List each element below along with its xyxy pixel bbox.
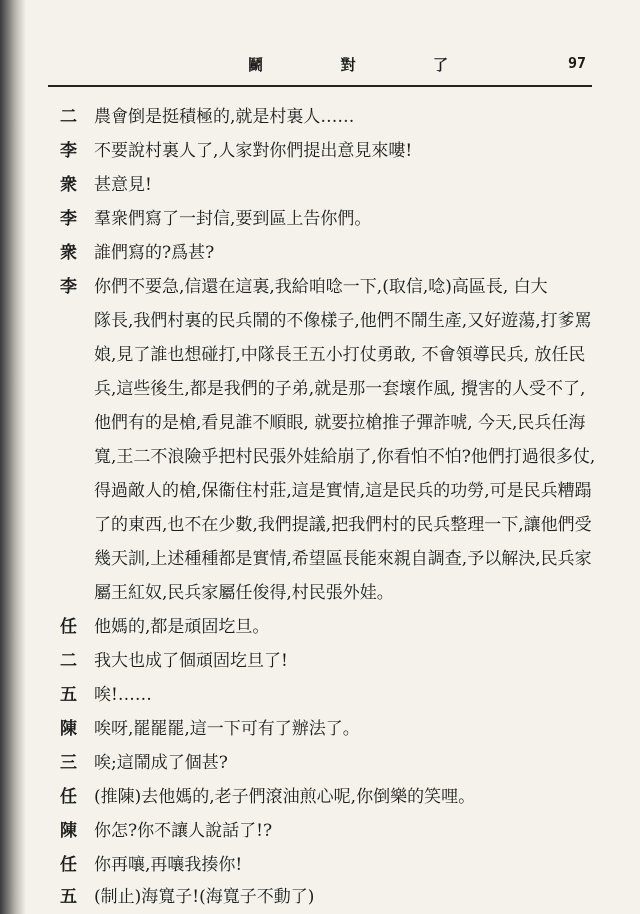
line-text: 農會倒是挺積極的,就是村裏人…… bbox=[94, 107, 355, 127]
line-text: 得過敵人的槍,保衞住村莊,這是實情,這是民兵的功勞,可是民兵糟蹋 bbox=[94, 481, 592, 501]
continuation-line bbox=[94, 576, 604, 610]
dialogue-line bbox=[60, 880, 600, 914]
line-text: 你們不要急,信還在這裏,我給咱唸一下,(取信,唸)高區長, 白大 bbox=[94, 277, 548, 297]
line-text: 唉呀,罷罷罷,這一下可有了辦法了。 bbox=[94, 719, 360, 739]
dialogue-line bbox=[60, 814, 600, 848]
line-text: (制止)海寬子!(海寬子不動了) bbox=[94, 887, 315, 907]
page-number: 97 bbox=[567, 54, 586, 72]
line-text: 誰們寫的?爲甚? bbox=[94, 243, 215, 263]
dialogue-line bbox=[60, 780, 600, 814]
speaker: 李 bbox=[60, 209, 77, 229]
continuation-line bbox=[94, 372, 604, 406]
line-text: 他媽的,都是頑固圪旦。 bbox=[94, 617, 270, 637]
speaker: 三 bbox=[60, 753, 77, 773]
line-text: 你怎?你不讓人說話了!? bbox=[94, 821, 273, 841]
dialogue-line bbox=[60, 134, 600, 168]
speaker: 二 bbox=[60, 107, 77, 127]
line-text: 不要說村裏人了,人家對你們提出意見來嘍! bbox=[94, 141, 413, 161]
dialogue-line bbox=[60, 270, 600, 304]
speaker: 李 bbox=[60, 141, 77, 161]
continuation-line bbox=[94, 338, 604, 372]
continuation-line bbox=[94, 508, 604, 542]
line-text: 唉!…… bbox=[94, 685, 152, 705]
line-text: 隊長,我們村裏的民兵鬧的不像樣子,他們不鬧生產,又好遊蕩,打爹罵 bbox=[94, 311, 592, 331]
continuation-line bbox=[94, 542, 604, 576]
line-text: 屬王紅奴,民兵家屬任俊得,村民張外娃。 bbox=[94, 583, 394, 603]
line-text: 他們有的是槍,看見誰不順眼, 就要拉槍推子彈詐唬, 今天,民兵任海 bbox=[94, 413, 586, 433]
dialogue-line bbox=[60, 678, 600, 712]
speaker: 任 bbox=[60, 787, 77, 807]
line-text: 唉;這鬧成了個甚? bbox=[94, 753, 228, 773]
continuation-line bbox=[94, 406, 604, 440]
line-text: (推陳)去他媽的,老子們滾油煎心呢,你倒樂的笑哩。 bbox=[94, 787, 476, 807]
speaker: 五 bbox=[60, 685, 77, 705]
dialogue-line bbox=[60, 712, 600, 746]
speaker: 衆 bbox=[60, 243, 77, 263]
title-char: 對 bbox=[340, 56, 356, 74]
line-text: 娘,見了誰也想碰打,中隊長王五小打仗勇敢, 不會領導民兵, 放任民 bbox=[94, 345, 586, 365]
speaker: 衆 bbox=[60, 175, 77, 195]
line-text: 寬,王二不浪險乎把村民張外娃給崩了,你看怕不怕?他們打過很多仗, bbox=[94, 447, 596, 467]
continuation-line bbox=[94, 304, 604, 338]
dialogue-line bbox=[60, 746, 600, 780]
dialogue-line bbox=[60, 610, 600, 644]
continuation-line bbox=[94, 474, 604, 508]
title-char: 了 bbox=[432, 56, 448, 74]
dialogue-line bbox=[60, 848, 600, 882]
dialogue-line bbox=[60, 202, 600, 236]
line-text: 了的東西,也不在少數,我們提議,把我們村的民兵整理一下,讓他們受 bbox=[94, 515, 592, 535]
speaker: 任 bbox=[60, 617, 77, 637]
speaker: 五 bbox=[60, 887, 77, 907]
line-text: 我大也成了個頑固圪旦了! bbox=[94, 651, 288, 671]
speaker: 李 bbox=[60, 277, 77, 297]
continuation-line bbox=[94, 440, 604, 474]
line-text: 幾天訓,上述種種都是實情,希望區長能來親自調查,予以解決,民兵家 bbox=[94, 549, 592, 569]
line-text: 兵,這些後生,都是我們的子弟,就是那一套壞作風, 攪害的人受不了, bbox=[94, 379, 586, 399]
line-text: 你再嚷,再嚷我揍你! bbox=[94, 855, 243, 875]
line-text: 甚意見! bbox=[94, 175, 152, 195]
dialogue-line bbox=[60, 168, 600, 202]
speaker: 二 bbox=[60, 651, 77, 671]
title-char: 鬭 bbox=[248, 56, 264, 74]
speaker: 陳 bbox=[60, 719, 77, 739]
speaker: 任 bbox=[60, 855, 77, 875]
dialogue-line bbox=[60, 236, 600, 270]
dialogue-line bbox=[60, 644, 600, 678]
dialogue-line bbox=[60, 100, 600, 134]
speaker: 陳 bbox=[60, 821, 77, 841]
line-text: 羣衆們寫了一封信,要到區上告你們。 bbox=[94, 209, 372, 229]
